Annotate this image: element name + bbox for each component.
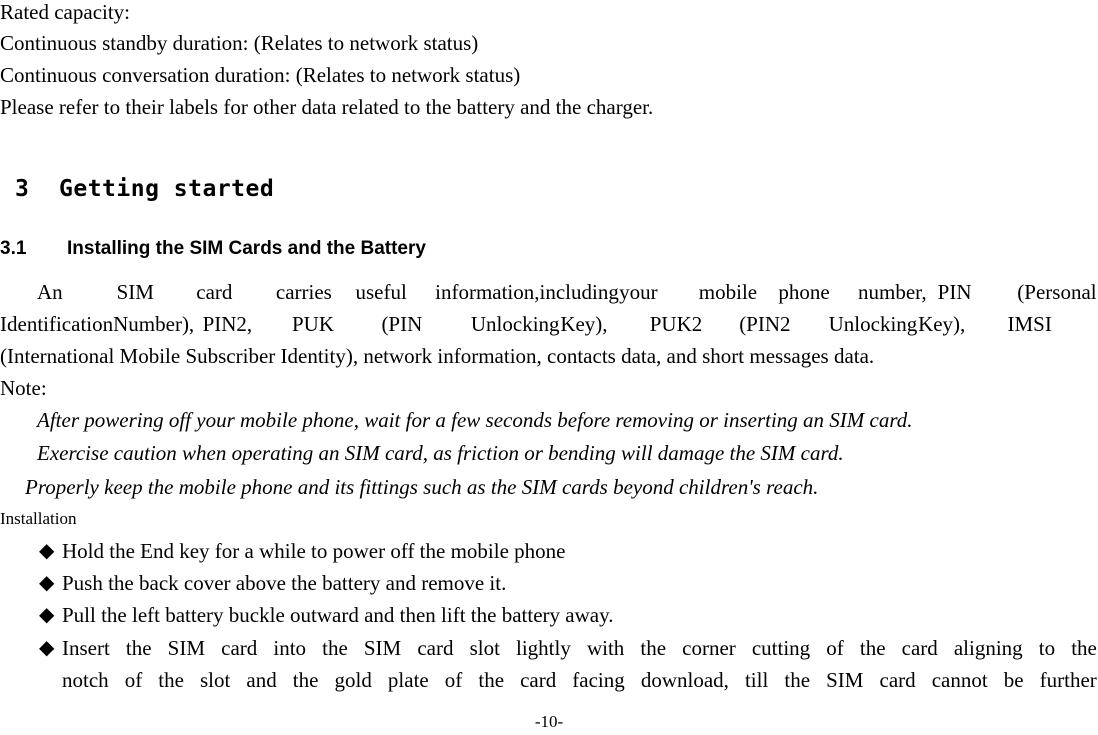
note-item-caution: Exercise caution when operating an SIM card, as friction or bending will damage the SIM card. bbox=[37, 441, 844, 465]
page-number: -10- bbox=[534, 712, 564, 731]
section-title: Getting started bbox=[59, 176, 275, 202]
installation-label: Installation bbox=[0, 509, 77, 528]
paragraph-line-3: (International Mobile Subscriber Identity), network information, contacts data, and short messages data. bbox=[0, 344, 875, 368]
paragraph-line-1: An SIM card carries useful information, including your mobile phone number, PIN (Personal bbox=[37, 280, 1097, 304]
installation-step-2: Push the back cover above the battery and remove it. bbox=[62, 571, 507, 595]
note-item-power-off: After powering off your mobile phone, wait for a few seconds before removing or inserting an SIM card. bbox=[37, 408, 913, 432]
installation-step-4: Insert the SIM card into the SIM card slot lightly with the corner cutting of the card aligning to the bbox=[62, 636, 1097, 660]
installation-step-1: Hold the End key for a while to power off the mobile phone bbox=[62, 539, 566, 563]
intro-line-rated-capacity: Rated capacity: bbox=[0, 0, 131, 24]
bullet-diamond-icon: ◆ bbox=[39, 572, 55, 594]
installation-step-3: Pull the left battery buckle outward and then lift the battery away. bbox=[62, 603, 614, 627]
bullet-diamond-icon: ◆ bbox=[39, 540, 55, 562]
subsection-heading bbox=[0, 238, 426, 260]
intro-line-refer-labels: Please refer to their labels for other data related to the battery and the charger. bbox=[0, 95, 654, 119]
subsection-title: Installing the SIM Cards and the Battery bbox=[67, 238, 426, 259]
note-item-keep-away: Properly keep the mobile phone and its fittings such as the SIM cards beyond children's reach. bbox=[25, 475, 819, 499]
note-label: Note: bbox=[0, 376, 47, 400]
section-heading bbox=[15, 176, 274, 202]
subsection-number: 3.1 bbox=[0, 238, 27, 259]
section-number: 3 bbox=[15, 176, 30, 202]
intro-line-conversation: Continuous conversation duration: (Relates to network status) bbox=[0, 63, 521, 87]
bullet-diamond-icon: ◆ bbox=[39, 604, 55, 626]
installation-step-4-continued: notch of the slot and the gold plate of the card facing download, till the SIM card cannot be further bbox=[62, 668, 1097, 692]
paragraph-line-2: Identification Number), PIN2, PUK (PIN Unlocking Key), PUK2 (PIN2 Unlocking Key), IMSI bbox=[0, 312, 1052, 336]
bullet-diamond-icon: ◆ bbox=[39, 637, 55, 659]
intro-line-standby: Continuous standby duration: (Relates to network status) bbox=[0, 31, 479, 55]
